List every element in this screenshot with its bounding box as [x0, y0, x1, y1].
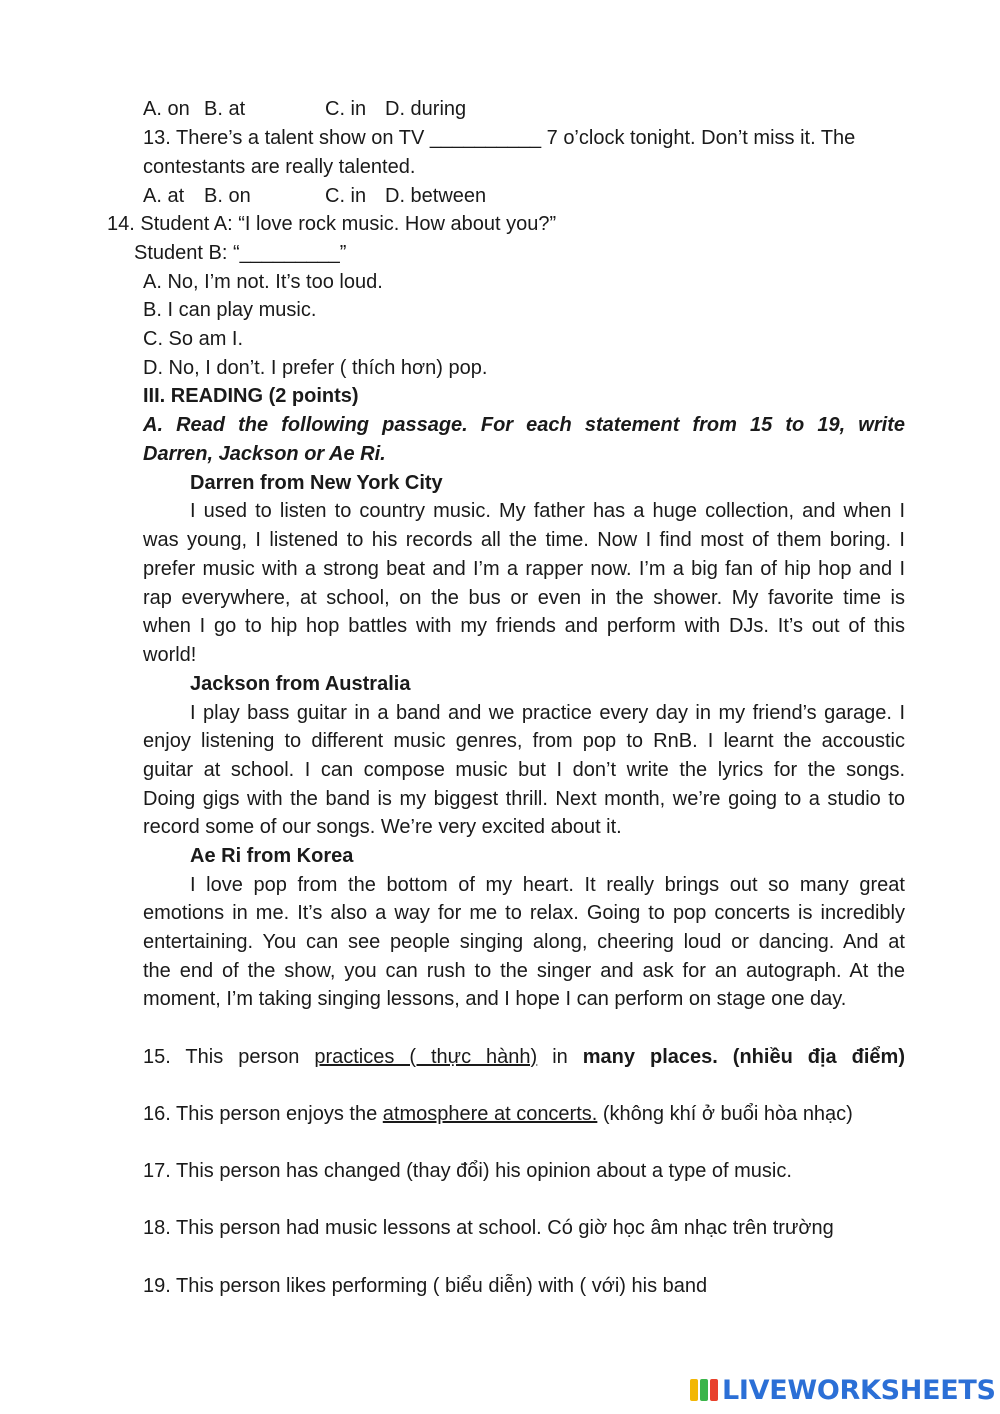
statement-16-translation: (không khí ở buổi hòa nhạc)	[597, 1103, 853, 1125]
reading-instruction-line-1: A. Read the following passage. For each statement from 15 to 19, write	[143, 414, 905, 436]
paragraph-line: rap everywhere, at school, on the bus or even in the shower. My favorite time is	[143, 587, 905, 609]
liveworksheets-logo-icon	[690, 1379, 718, 1401]
statement-16-underlined: atmosphere at concerts.	[382, 1103, 598, 1125]
reading-heading: III. READING (2 points)	[143, 385, 359, 407]
statement-15-underlined: practices ( thực hành)	[314, 1046, 538, 1068]
q13-line-1: 13. There’s a talent show on TV __________ 7 o’clock tonight. Don’t miss it. The	[143, 127, 856, 149]
q13-option-a: A. at	[143, 185, 185, 207]
statement-16	[143, 1100, 853, 1128]
q14-question: 14. Student A: “I love rock music. How about you?”	[107, 213, 557, 235]
statement-16-text: 16. This person enjoys the	[143, 1103, 383, 1125]
paragraph-line: I love pop from the bottom of my heart. It really brings out so many great	[190, 874, 905, 896]
paragraph-line: I used to listen to country music. My father has a huge collection, and when I	[190, 500, 905, 522]
paragraph-line: enjoy listening to different music genres, from pop to RnB. I learnt the accoustic	[143, 730, 905, 752]
statement-18: 18. This person had music lessons at school. Có giờ học âm nhạc trên trường	[143, 1217, 834, 1239]
paragraph-line: guitar at school. I can compose music but I don’t write the lyrics for the songs.	[143, 759, 905, 781]
jackson-title: Jackson from Australia	[190, 673, 411, 695]
paragraph-line: the end of the show, you can rush to the singer and ask for an autograph. At the	[143, 960, 905, 982]
liveworksheets-logo[interactable]	[690, 1373, 996, 1407]
paragraph-line: world!	[143, 644, 197, 666]
q12-option-a: A. on	[143, 98, 190, 120]
paragraph-line: was young, I listened to his records all the time. Now I find most of them boring. I	[143, 529, 905, 551]
statement-17: 17. This person has changed (thay đổi) his opinion about a type of music.	[143, 1160, 792, 1182]
q14-option-b: B. I can play music.	[143, 299, 317, 321]
reading-instruction-line-2: Darren, Jackson or Ae Ri.	[143, 443, 386, 465]
q14-option-a: A. No, I’m not. It’s too loud.	[143, 271, 383, 293]
paragraph-line: I play bass guitar in a band and we practice every day in my friend’s garage. I	[190, 702, 905, 724]
paragraph-line: record some of our songs. We’re very excited about it.	[143, 816, 622, 838]
statement-15	[143, 1043, 905, 1071]
statement-19: 19. This person likes performing ( biểu diễn) with ( với) his band	[143, 1275, 708, 1297]
q12-option-d: D. during	[385, 98, 467, 120]
paragraph-line: emotions in me. It’s also a way for me to relax. Going to pop concerts is incredibly	[143, 902, 905, 924]
darren-title: Darren from New York City	[190, 472, 443, 494]
q13-option-c: C. in	[325, 185, 367, 207]
q12-option-b: B. at	[204, 98, 246, 120]
paragraph-line: entertaining. You can see people singing along, cheering loud or dancing. And at	[143, 931, 905, 953]
paragraph-line: Doing gigs with the band is my biggest thrill. Next month, we’re going to a studio to	[143, 788, 905, 810]
statement-15-bold: many places. (nhiều địa điểm)	[582, 1046, 906, 1068]
q12-option-c: C. in	[325, 98, 367, 120]
aeri-title: Ae Ri from Korea	[190, 845, 354, 867]
q13-line-2: contestants are really talented.	[143, 156, 416, 178]
paragraph-line: when I go to hip hop battles with my friends and perform with DJs. It’s out of this	[143, 615, 905, 637]
q14-option-c: C. So am I.	[143, 328, 244, 350]
paragraph-line: moment, I’m taking singing lessons, and I hope I can perform on stage one day.	[143, 988, 847, 1010]
q13-option-b: B. on	[204, 185, 251, 207]
q14-option-d: D. No, I don’t. I prefer ( thích hơn) pop.	[143, 357, 488, 379]
statement-15-text: 15. This person	[143, 1046, 315, 1068]
liveworksheets-logo-text: LIVEWORKSHEETS	[722, 1374, 996, 1406]
statement-15-mid: in	[537, 1046, 583, 1068]
q13-option-d: D. between	[385, 185, 487, 207]
paragraph-line: prefer music with a strong beat and I’m a rapper now. I’m a big fan of hip hop and I	[143, 558, 905, 580]
q14-reply: Student B: “_________”	[134, 242, 347, 264]
